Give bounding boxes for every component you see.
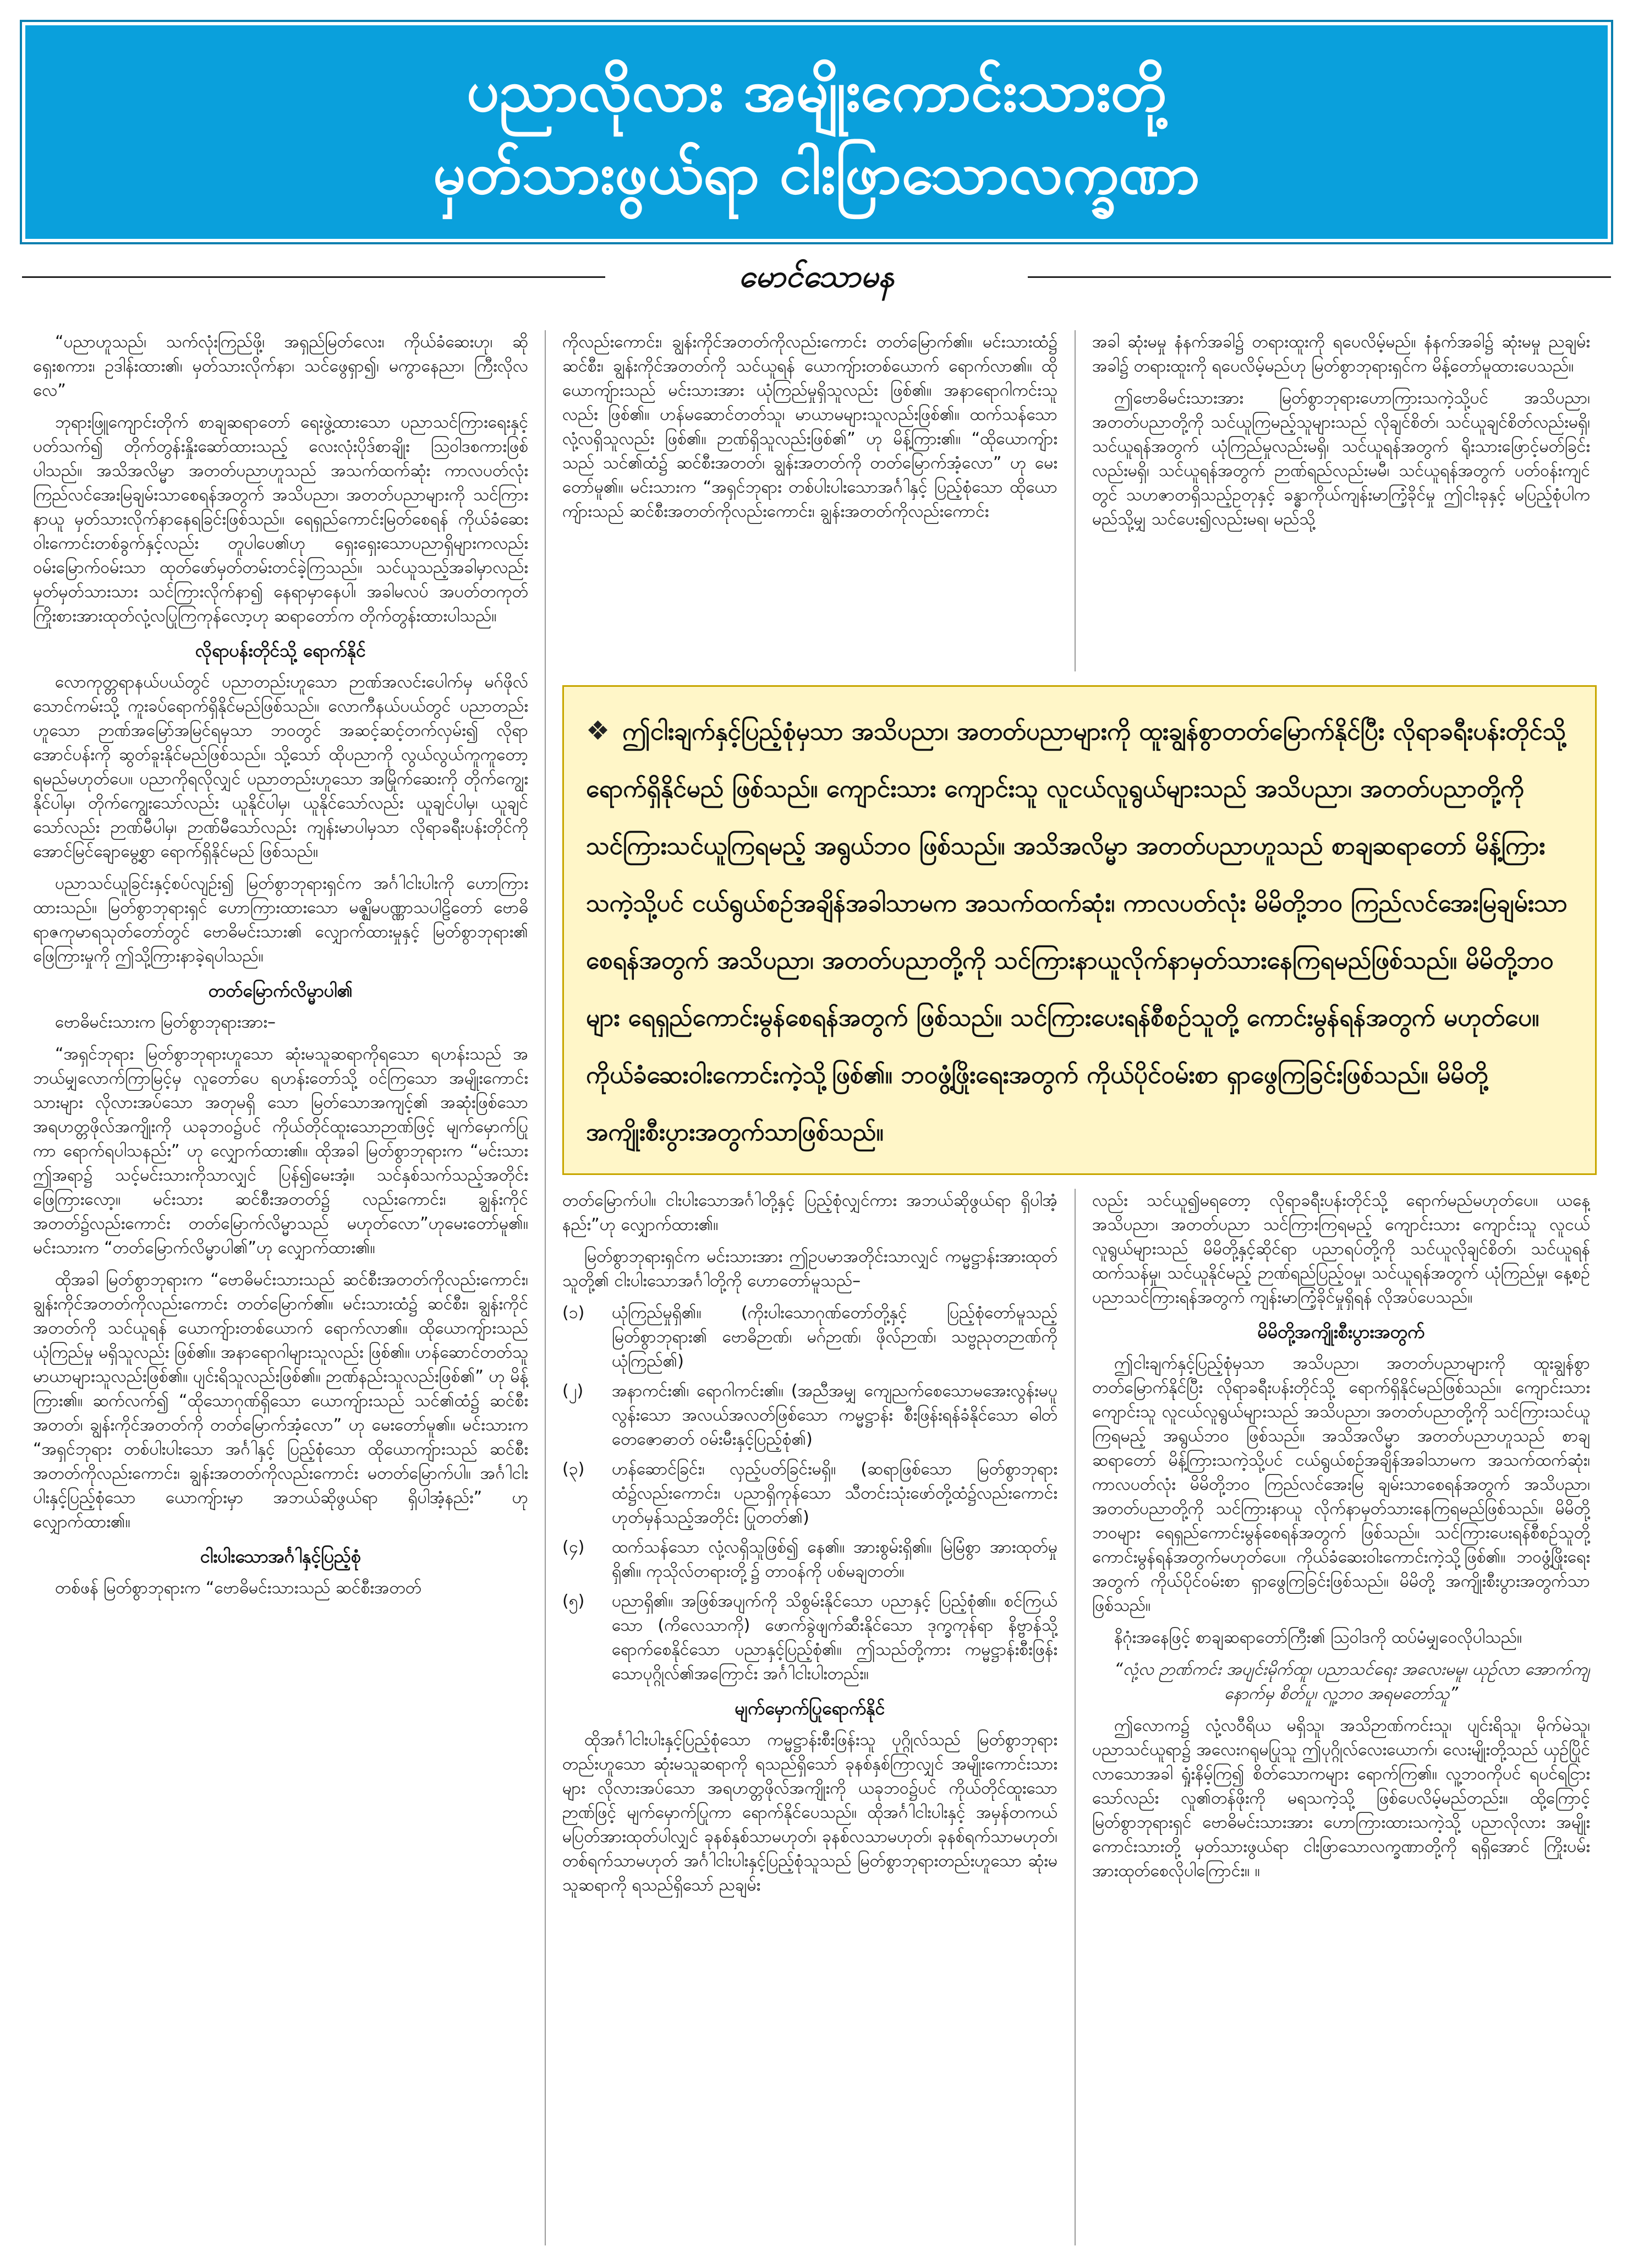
list-item — [562, 1301, 1057, 1374]
column-divider — [1075, 1189, 1076, 2245]
list-item — [562, 1457, 1057, 1530]
section-heading: လိုရာပန်းတိုင်သို့ ရောက်နိုင် — [195, 640, 366, 661]
byline — [22, 258, 1611, 296]
headline-banner — [22, 22, 1611, 242]
paragraph: ထိုအခါ မြတ်စွာဘုရားက “ဗောဓိမင်းသားသည် ဆင်စီးအတတ်ကိုလည်းကောင်း၊ ချွန်းကိုင်အတတ်ကိုလည်းကောင်း တတ်မြောက်၏။ မင်းသားထံ၌ ဆင်စီး၊ ချွန်းကိုင်အတတ်ကို သင်ယူရန် ယောကျ်ားတစ်ယောက် ရောက်လာ၏။ ထိုယောကျ်ားသည် ယုံကြည်မှု မရှိသူလည်း ဖြစ်၏။ အနာရောဂါများသူလည်း ဖြစ်၏။ ဟန်ဆောင်တတ်သူ မာယာများသူလည်းဖြစ်၏။ ပျင်းရိသူလည်းဖြစ်၏။ ဉာဏ်နည်းသူလည်းဖြစ်၏” ဟု မိန့်ကြား၏။ ဆက်လက်၍ “ထိုသောဂုဏ်ရှိသော ယောကျ်ားသည် သင်၏ထံ၌ ဆင်စီးအတတ်၊ ချွန်းကိုင်အတတ်ကို တတ်မြောက်အံ့လော” ဟု မေးတော်မူ၏။ မင်းသားက “အရှင်ဘုရား တစ်ပါးပါးသော အင်္ဂါနှင့် ပြည့်စုံသော ထိုယောကျ်ားသည် ဆင်စီး အတတ်ကိုလည်းကောင်း၊ ချွန်းအတတ်ကိုလည်းကောင်း မတတ်မြောက်ပါ။ အင်္ဂါငါးပါးနှင့်ပြည့်စုံသော ယောကျ်ားမှာ အဘယ်ဆိုဖွယ်ရာ ရှိပါအံ့နည်း” ဟု လျှောက်ထား၏။ — [33, 1270, 528, 1532]
list-number: (၅) — [562, 1592, 585, 1611]
headline-line-1: ပညာလိုလား အမျိုးကောင်းသားတို့ — [467, 57, 1166, 124]
article-column-3-bottom — [1092, 1189, 1590, 2245]
highlight-text: ဤငါးချက်နှင့်ပြည့်စုံမှသာ အသိပညာ၊ အတတ်ပညာများကို ထူးချွန်စွာတတ်မြောက်နိုင်ပြီး လိုရာခရီးပန်းတိုင်သို့ ရောက်ရှိနိုင်မည် ဖြစ်သည်။ ကျောင်းသား ကျောင်းသူ လူငယ်လူရွယ်များသည် အသိပညာ၊ အတတ်ပညာတို့ကို သင်ကြားသင်ယူကြရမည့် အရွယ်ဘဝ ဖြစ်သည်။ အသိအလိမ္မာ အတတ်ပညာဟူသည် စာချဆရာတော် မိန့်ကြားသကဲ့သို့ပင် ငယ်ရွယ်စဉ်အချိန်အခါသာမက အသက်ထက်ဆုံး၊ ကာလပတ်လုံး မိမိတို့ဘဝ ကြည်လင်အေးမြချမ်းသာစေရန်အတွက် အသိပညာ၊ အတတ်ပညာတို့ကို သင်ကြားနာယူလိုက်နာမှတ်သားနေကြရမည်ဖြစ်သည်။ မိမိတို့ဘဝများ ရေရှည်ကောင်းမွန်စေရန်အတွက် ဖြစ်သည်။ သင်ကြားပေးရန်စီစဉ်သူတို့ ကောင်းမွန်ရန်အတွက် မဟုတ်ပေ။ ကိုယ်ခံဆေးဝါးကောင်းကဲ့သို့ဖြစ်၏။ ဘဝဖွံ့ဖြိုးရေးအတွက် ကိုယ်ပိုင်ဝမ်းစာ ရှာဖွေကြခြင်းဖြစ်သည်။ မိမိတို့ အကျိုးစီးပွားအတွက်သာဖြစ်သည်။ — [586, 718, 1568, 1146]
list-text: အနာကင်း၏၊ ရောဂါကင်း၏။ (အညီအမျှ ကျေညက်စေသောမအေးလွန်းမပူလွန်းသော အလယ်အလတ်ဖြစ်သော ကမ္မဋ္ဌာန်း စီးဖြန်းရန်ခံနိုင်သော ဓါတ်တေဇောဓာတ် ဝမ်းမီးနှင့်ပြည့်စုံ၏) — [612, 1381, 1057, 1449]
highlight-box — [562, 685, 1597, 1175]
byline-rule-left — [22, 276, 605, 278]
list-item — [562, 1379, 1057, 1452]
paragraph: ကိုလည်းကောင်း၊ ချွန်းကိုင်အတတ်ကိုလည်းကောင်း တတ်မြောက်၏။ မင်းသားထံ၌ ဆင်စီး၊ ချွန်းကိုင်အတတ်ကို သင်ယူရန် ယောကျ်ားတစ်ယောက် ရောက်လာ၏။ ထိုယောကျ်ားသည် မင်းသားအား ယုံကြည်မှုရှိသူလည်း ဖြစ်၏။ အနာရောဂါကင်းသူလည်း ဖြစ်၏။ ဟန်မဆောင်တတ်သူ၊ မာယာမများသူလည်းဖြစ်၏။ ထက်သန်သော လုံ့လရှိသူလည်း ဖြစ်၏။ ဉာဏ်ရှိသူလည်းဖြစ်၏” ဟု မိန့်ကြား၏။ “ထိုယောကျ်ားသည် သင်၏ထံ၌ ဆင်စီးအတတ်၊ ချွန်းအတတ်ကို တတ်မြောက်အံ့လော” ဟု မေးတော်မူ၏။ မင်းသားက “အရှင်ဘုရား တစ်ပါးပါးသောအင်္ဂါနှင့် ပြည့်စုံသော ထိုယောကျ်ားသည် ဆင်စီးအတတ်ကိုလည်းကောင်း၊ ချွန်းအတတ်ကိုလည်းကောင်း — [562, 332, 1057, 521]
paragraph: ဘုရားဖြူကျောင်းတိုက် စာချဆရာတော် ရေးဖွဲ့ထားသော ပညာသင်ကြားရေးနှင့်ပတ်သက်၍ တိုက်တွန်းနှိုးဆော်ထားသည့် လေးလုံးပိုဒ်စာချိုး ဩဝါဒစကားဖြစ်ပါသည်။ အသိအလိမ္မာ အတတ်ပညာဟူသည် အသက်ထက်ဆုံး ကာလပတ်လုံး ကြည်လင်အေးမြချမ်းသာစေရန်အတွက် အသိပညာ၊ အတတ်ပညာများကို သင်ကြားနာယူ မှတ်သားလိုက်နာနေရခြင်းဖြစ်သည်။ ရေရှည်ကောင်းမြတ်စေရန် ကိုယ်ခံဆေးဝါးကောင်းတစ်ခွက်နှင့်လည်း တူပါပေ၏ဟု ရှေးရှေးသောပညာရှိများကလည်း ဝမ်းမြောက်ဝမ်းသာ ထုတ်ဖော်မှတ်တမ်းတင်ခဲ့ကြသည်။ သင်ယူသည့်အခါမှာလည်း မှတ်မှတ်သားသား သင်ကြားလိုက်နာ၍ နေရာမှာနေပါ၊ အခါမလပ် အပတ်တကုတ် ကြိုးစားအားထုတ်လုံ့လပြုကြကုန်လော့ဟု ဆရာတော်က တိုက်တွန်းထားပါသည်။ — [33, 413, 528, 626]
column-divider — [545, 330, 546, 2245]
paragraph: လည်း သင်ယူ၍မရတော့ လိုရာခရီးပန်းတိုင်သို့ ရောက်မည်မဟုတ်ပေ။ ယနေ့အသိပညာ၊ အတတ်ပညာ သင်ကြားကြရမည့် ကျောင်းသား ကျောင်းသူ လူငယ်လူရွယ်များသည် မိမိတို့နှင့်ဆိုင်ရာ ပညာရပ်တို့ကို သင်ယူလိုချင်စိတ်၊ သင်ယူရန်ထက်သန်မှု၊ သင်ယူနိုင်မည့် ဉာဏ်ရည်ပြည့်ဝမှု၊ သင်ယူရန်အတွက် ယုံကြည်မှု၊ နေ့စဉ်ပညာသင်ကြားရန်အတွက် ကျန်းမာကြံ့ခိုင်မှုရှိရန် လိုအပ်ပေသည်။ — [1092, 1191, 1590, 1307]
paragraph: လောကုတ္တရာနယ်ပယ်တွင် ပညာတည်းဟူသော ဉာဏ်အလင်းပေါက်မှ မဂ်ဖိုလ်သောင်ကမ်းသို့ ကူးခပ်ရောက်ရှိနိုင်မည်ဖြစ်သည်။ လောကီနယ်ပယ်တွင် ပညာတည်းဟူသော ဉာဏ်အမြော်အမြင်ရမှသာ ဘဝတွင် အဆင့်ဆင့်တက်လှမ်း၍ လိုရာအောင်ပန်းကို ဆွတ်ခူးနိုင်မည်ဖြစ်သည်။ သို့သော် ထိုပညာကို လွယ်လွယ်ကူကူတော့ ရမည်မဟုတ်ပေ။ ပညာကိုရလိုလျှင် ပညာတည်းဟူသော အမြိုက်ဆေးကို တိုက်ကျွေးနိုင်ပါမှ၊ တိုက်ကျွေးသော်လည်း ယူနိုင်ပါမှ၊ ယူနိုင်သော်လည်း ယူချင်ပါမှ၊ ယူချင်သော်လည်း ဉာဏ်မီပါမှ၊ ဉာဏ်မီသော်လည်း ကျန်းမာပါမှသာ လိုရာခရီးပန်းတိုင်ကို အောင်မြင်ချောမွေ့စွာ ရောက်ရှိနိုင်မည် ဖြစ်သည်။ — [33, 673, 528, 861]
paragraph: အခါ ဆုံးမမှု နံနက်အခါ၌ တရားထူးကို ရပေလိမ့်မည်။ နံနက်အခါ၌ ဆုံးမမှု ညချမ်းအခါ၌ တရားထူးကို ရပေလိမ့်မည်ဟု မြတ်စွာဘုရားရှင်က မိန့်တော်မူထားပေသည်။ — [1092, 332, 1590, 376]
column-divider — [1075, 330, 1076, 671]
numbered-list — [562, 1301, 1057, 1686]
paragraph: ဤငါးချက်နှင့်ပြည့်စုံမှသာ အသိပညာ၊ အတတ်ပညာများကို ထူးချွန်စွာတတ်မြောက်နိုင်ပြီး လိုရာခရီးပန်းတိုင်သို့ ရောက်ရှိနိုင်မည်ဖြစ်သည်။ ကျောင်းသား ကျောင်းသူ လူငယ်လူရွယ်များသည် အသိပညာ၊ အတတ်ပညာတို့ကို သင်ကြားသင်ယူကြရမည့် အရွယ်ဘဝ ဖြစ်သည်။ အသိအလိမ္မာ အတတ်ပညာဟူသည် စာချဆရာတော် မိန့်ကြားသကဲ့သို့ပင် ငယ်ရွယ်စဉ်အချိန်အခါသာမက အသက်ထက်ဆုံး၊ ကာလပတ်လုံး မိမိတို့ဘဝ ကြည်လင်အေးမြ ချမ်းသာစေရန်အတွက် အသိပညာ၊ အတတ်ပညာတို့ကို သင်ကြားနာယူ လိုက်နာမှတ်သားနေကြရမည်ဖြစ်သည်။ မိမိတို့ဘဝများ ရေရှည်ကောင်းမွန်စေရန်အတွက် ဖြစ်သည်။ သင်ကြားပေးရန်စီစဉ်သူတို့ ကောင်းမွန်ရန်အတွက်မဟုတ်ပေ။ ကိုယ်ခံဆေးဝါးကောင်းကဲ့သို့ဖြစ်၏။ ဘဝဖွံ့ဖြိုးရေးအတွက် ကိုယ်ပိုင်ဝမ်းစာ ရှာဖွေကြခြင်းဖြစ်သည်။ မိမိတို့ အကျိုးစီးပွားအတွက်သာဖြစ်သည်။ — [1092, 1354, 1590, 1615]
article-column-3-top — [1092, 330, 1590, 671]
paragraph: ပညာသင်ယူခြင်းနှင့်စပ်လျဉ်း၍ မြတ်စွာဘုရားရှင်က အင်္ဂါငါးပါးကို ဟောကြားထားသည်။ မြတ်စွာဘုရားရှင် ဟောကြားထားသော မဇ္ဈိမပဏ္ဏာသပါဠိတော် ဗောဓိရာဇကုမာရသုတ်တော်တွင် ဗောဓိမင်းသား၏ လျှောက်ထားမှုနှင့် မြတ်စွာဘုရား၏ ဖြေကြားမှုကို ဤသို့ကြားနာခဲ့ရပါသည်။ — [33, 874, 528, 966]
section-heading: မျက်မှောက်ပြုရောက်နိုင် — [735, 1698, 885, 1719]
article-column-1 — [33, 330, 528, 2245]
section-heading: မိမိတို့အကျိုးစီးပွားအတွက် — [1257, 1321, 1425, 1342]
list-number: (၄) — [562, 1538, 585, 1557]
article-column-2-bottom — [562, 1189, 1057, 2245]
paragraph: နိဂုံးအနေဖြင့် စာချဆရာတော်ကြီး၏ ဩဝါဒကို ထပ်မံမျှဝေလိုပါသည်။ — [1114, 1628, 1522, 1647]
paragraph: ဤဗောဓိမင်းသားအား မြတ်စွာဘုရားဟောကြားသကဲ့သို့ပင် အသိပညာ၊ အတတ်ပညာတို့ကို သင်ယူကြမည့်သူများသည် လိုချင်စိတ်၊ သင်ယူချင်စိတ်လည်းမရှိ၊ သင်ယူရန်အတွက် ယုံကြည်မှုလည်းမရှိ၊ သင်ယူရန်အတွက် ရိုးသားဖြောင့်မတ်ခြင်းလည်းမရှိ၊ သင်ယူရန်အတွက် ဉာဏ်ရည်လည်းမမီ၊ သင်ယူရန်အတွက် ပတ်ဝန်းကျင်တွင် သဟဇာတရှိသည့်ဥတုနှင့် ခန္ဓာကိုယ်ကျန်းမာကြံ့ခိုင်မှု ဤငါးခုနှင့် မပြည့်စုံပါက မည်သို့မျှ သင်ပေး၍လည်းမရ၊ မည်သို့ — [1092, 389, 1590, 529]
list-number: (၃) — [562, 1460, 585, 1479]
paragraph: တတ်မြောက်ပါ။ ငါးပါးသောအင်္ဂါတို့နှင့် ပြည့်စုံလျှင်ကား အဘယ်ဆိုဖွယ်ရာ ရှိပါအံ့နည်း”ဟု လျှောက်ထား၏။ — [562, 1191, 1057, 1234]
byline-rule-right — [1028, 276, 1611, 278]
author-name: မောင်သောမန — [738, 259, 895, 294]
paragraph: “အရှင်ဘုရား မြတ်စွာဘုရားဟူသော ဆုံးမသူဆရာကိုရသော ရဟန်းသည် အဘယ်မျှလောက်ကြာမြင့်မှ လူတော်ပေ ရဟန်းတော်သို့ ဝင်ကြသော အမျိုးကောင်းသားများ လိုလားအပ်သော အတုမရှိ သော မြတ်သောအကျင့်၏ အဆုံးဖြစ်သော အရဟတ္တဖိုလ်အကျိုးကို ယခုဘဝ၌ပင် ကိုယ်တိုင်ထူးသောဉာဏ်ဖြင့် မျက်မှောက်ပြုကာ ရောက်ရပါသနည်း” ဟု လျှောက်ထား၏။ ထိုအခါ မြတ်စွာဘုရားက “မင်းသား ဤအရာ၌ သင့်မင်းသားကိုသာလျှင် ပြန်၍မေးအံ့။ သင်နှစ်သက်သည့်အတိုင်း ဖြေကြားလော့။ မင်းသား ဆင်စီးအတတ်၌ လည်းကောင်း၊ ချွန်းကိုင်အတတ်၌လည်းကောင်း တတ်မြောက်လိမ္မာသည် မဟုတ်လော”ဟုမေးတော်မူ၏။ မင်းသားက “တတ်မြောက်လိမ္မာပါ၏”ဟု လျှောက်ထား၏။ — [33, 1045, 528, 1258]
paragraph: တစ်ဖန် မြတ်စွာဘုရားက “ဗောဓိမင်းသားသည် ဆင်စီးအတတ် — [55, 1578, 422, 1598]
list-item — [562, 1589, 1057, 1686]
paragraph: ဤလောက၌ လုံ့လဝီရိယ မရှိသူ၊ အသိဉာဏ်ကင်းသူ၊ ပျင်းရိသူ၊ မိုက်မဲသူ၊ ပညာသင်ယူရာ၌ အလေးဂရုမပြုသူ ဤပုဂ္ဂိုလ်လေးယောက်၊ လေးမျိုးတို့သည် ယှဉ်ပြိုင်လာသောအခါ ရှုံးနိမ့်ကြ၍ စိတ်သောကများ ရောက်ကြ၏။ လူ့ဘဝကိုပင် ရပင်ရငြားသော်လည်း လူ၏တန်ဖိုးကို မရသကဲ့သို့ ဖြစ်ပေလိမ့်မည်တည်း။ ထို့ကြောင့် မြတ်စွာဘုရားရှင် ဗောဓိမင်းသားအား ဟောကြားထားသကဲ့သို့ ပညာလိုလား အမျိုးကောင်းသားတို့ မှတ်သားဖွယ်ရာ ငါးဖြာသောလက္ခဏာတို့ကို ရရှိအောင် ကြိုးပမ်းအားထုတ်စေလိုပါကြောင်း။ ။ — [1092, 1716, 1590, 1881]
list-number: (၁) — [562, 1303, 585, 1322]
verse-quote: “လုံ့လ ဉာဏ်ကင်း အပျင်းမိုက်ထူ၊ ပညာသင်ရေး အလေးမမူ၊ ယုဉ်လာ အောက်ကျ နောက်မှ စိတ်ပူ၊ လူ့ဘဝ အရမတော်သူ” — [1114, 1660, 1590, 1703]
list-text: ပညာရှိ၏။ အဖြစ်အပျက်ကို သိစွမ်းနိုင်သော ပညာနှင့် ပြည့်စုံ၏။ စင်ကြယ်သော (ကိလေသာကို) ဖောက်ခွဲဖျက်ဆီးနိုင်သော ဒုက္ခကုန်ရာ နိဗ္ဗာန်သို့ရောက်စေနိုင်သော ပညာနှင့်ပြည့်စုံ၏။ ဤသည်တို့ကား ကမ္မဋ္ဌာန်းစီးဖြန်းသောပုဂ္ဂိုလ်၏အကြောင်း အင်္ဂါငါးပါးတည်း။ — [612, 1592, 1057, 1684]
section-heading: တတ်မြောက်လိမ္မာပါ၏ — [208, 980, 353, 1001]
list-item — [562, 1535, 1057, 1584]
list-number: (၂) — [562, 1381, 584, 1401]
list-text: ဟန်ဆောင်ခြင်း၊ လှည့်ပတ်ခြင်းမရှိ။ (ဆရာဖြစ်သော မြတ်စွာဘုရားထံ၌လည်းကောင်း၊ ပညာရှိကုန်သော သီတင်းသုံးဖော်တို့ထံ၌လည်းကောင်း ဟုတ်မှန်သည့်အတိုင်း ပြုတတ်၏) — [612, 1460, 1057, 1527]
article-column-2-top — [562, 330, 1057, 671]
section-heading: ငါးပါးသောအင်္ဂါနှင့်ပြည့်စုံ — [200, 1546, 361, 1567]
paragraph: မြတ်စွာဘုရားရှင်က မင်းသားအား ဤဥပမာအတိုင်းသာလျှင် ကမ္မဋ္ဌာန်းအားထုတ်သူတို့၏ ငါးပါးသောအင်္ဂါတို့ကို ဟောတော်မူသည်– — [562, 1247, 1057, 1291]
paragraph: ဗောဓိမင်းသားက မြတ်စွာဘုရားအား– — [55, 1013, 276, 1032]
headline-line-2: မှတ်သားဖွယ်ရာ ငါးဖြာသောလက္ခဏာ — [433, 140, 1200, 207]
diamond-bullet-icon: ❖ — [586, 715, 610, 746]
list-text: ယုံကြည်မှုရှိ၏။ (ကိုးပါးသောဂုဏ်တော်တို့နှင့် ပြည့်စုံတော်မူသည့် မြတ်စွာဘုရား၏ ဗောဓိဉာဏ်၊ မဂ်ဉာဏ်၊ ဖိုလ်ဉာဏ်၊ သဗ္ဗညုတဉာဏ်ကို ယုံကြည်၏) — [612, 1303, 1057, 1371]
paragraph: ထိုအင်္ဂါငါးပါးနှင့်ပြည့်စုံသော ကမ္မဋ္ဌာန်းစီးဖြန်းသူ ပုဂ္ဂိုလ်သည် မြတ်စွာဘုရားတည်းဟူသော ဆုံးမသူဆရာကို ရသည်ရှိသော် ခုနစ်နှစ်ကြာလျှင် အမျိုးကောင်းသားများ လိုလားအပ်သော အရဟတ္တဖိုလ်အကျိုးကို ယခုဘဝ၌ပင် ကိုယ်တိုင်ထူးသောဉာဏ်ဖြင့် မျက်မှောက်ပြုကာ ရောက်နိုင်ပေသည်။ ထိုအင်္ဂါငါးပါးနှင့် အမှန်တကယ် မပြတ်အားထုတ်ပါလျှင် ခုနစ်နှစ်သာမဟုတ်၊ ခုနစ်လသာမဟုတ်၊ ခုနစ်ရက်သာမဟုတ်၊ တစ်ရက်သာမဟုတ် အင်္ဂါငါးပါးနှင့်ပြည့်စုံသူသည် မြတ်စွာဘုရားတည်းဟူသော ဆုံးမသူဆရာကို ရသည်ရှိသော် ညချမ်း — [562, 1730, 1057, 1895]
list-text: ထက်သန်သော လုံ့လရှိသူဖြစ်၍ နေ၏။ အားစွမ်းရှိ၏။ မြဲမြံစွာ အားထုတ်မှုရှိ၏။ ကုသိုလ်တရားတို့၌ တာဝန်ကို ပစ်မချတတ်။ — [612, 1538, 1057, 1581]
paragraph: “ပညာဟူသည်၊ သက်လုံးကြည်ဖို့၊ အရှည်မြတ်လေး၊ ကိုယ်ခံဆေးဟု၊ ဆိုရှေးစကား၊ ဥဒါန်းထား၏၊ မှတ်သားလိုက်နာ၊ သင်ဖွေရှာ၍၊ မကွာနေညာ၊ ကြီးလိုလလေ” — [33, 332, 528, 400]
